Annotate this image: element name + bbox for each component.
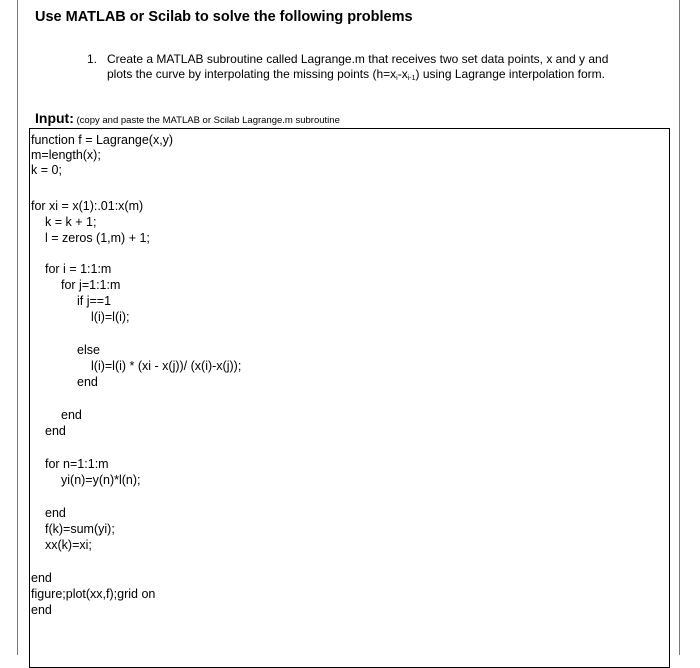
problem-text-line-1: Create a MATLAB subroutine called Lagrange.m that receives two set data points, x and y and (107, 52, 609, 66)
problem-text-after: ) using Lagrange interpolation form. (415, 67, 605, 81)
code-line: for j=1:1:m (61, 278, 121, 292)
subscript-i-1: i-1 (407, 75, 416, 82)
code-line: end (31, 603, 52, 617)
page-title: Use MATLAB or Scilab to solve the following problems (35, 9, 413, 25)
code-line: m=length(x); (31, 148, 101, 162)
code-line: end (77, 375, 98, 389)
code-line: for i = 1:1:m (45, 262, 112, 276)
code-line: f(k)=sum(yi); (45, 522, 115, 536)
input-label-hint: (copy and paste the MATLAB or Scilab Lagrange.m subroutine (73, 115, 340, 126)
code-line: else (77, 343, 100, 357)
code-line: l = zeros (1,m) + 1; (45, 231, 150, 245)
code-line: k = k + 1; (45, 215, 97, 229)
code-line: yi(n)=y(n)*l(n); (61, 473, 141, 487)
problem-text-line-2 (107, 67, 657, 86)
input-label (35, 110, 340, 128)
subscript-i: i (396, 75, 398, 82)
code-line: end (45, 424, 66, 438)
code-line: if j==1 (77, 294, 112, 308)
problem-text-before: plots the curve by interpolating the missing points (h=x (107, 67, 397, 81)
code-line: end (45, 506, 66, 520)
code-line: l(i)=l(i) * (xi - x(j))/ (x(i)-x(j)); (91, 359, 242, 373)
problem-number: 1. (87, 52, 98, 66)
code-line: xx(k)=xi; (45, 538, 92, 552)
code-line: k = 0; (31, 163, 62, 177)
code-line: end (31, 571, 52, 585)
code-line: for n=1:1:m (45, 457, 109, 471)
input-label-title: Input: (35, 110, 74, 126)
code-line: figure;plot(xx,f);grid on (31, 587, 156, 601)
code-line: l(i)=l(i); (91, 310, 130, 324)
code-line: for xi = x(1):.01:x(m) (31, 199, 144, 213)
problem-text-minus: -x (397, 67, 408, 81)
code-line: end (61, 408, 82, 422)
code-line: function f = Lagrange(x,y) (31, 133, 174, 147)
problem-1 (87, 52, 657, 86)
